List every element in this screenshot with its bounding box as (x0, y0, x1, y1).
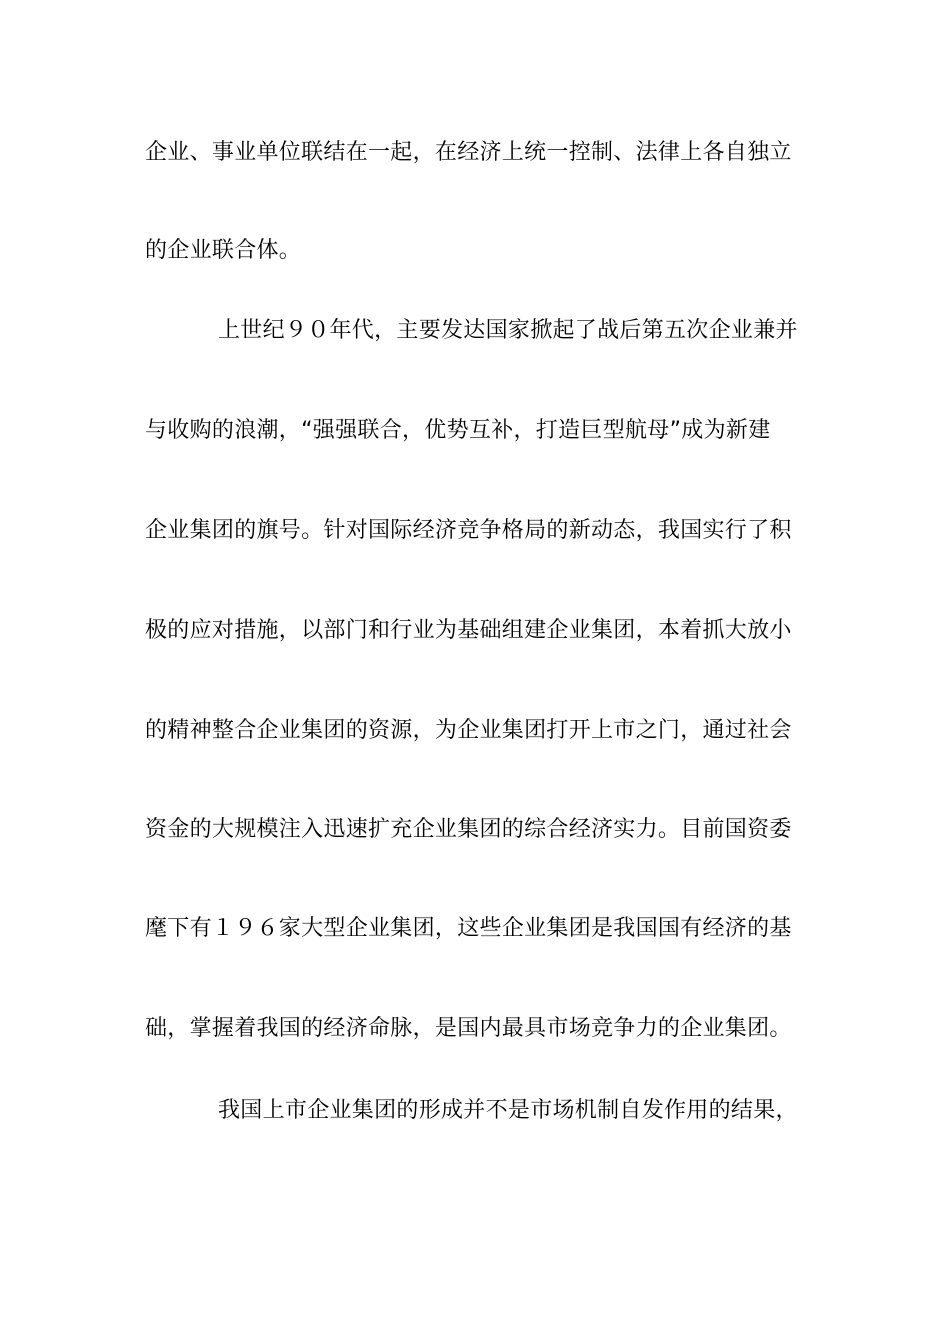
text-line-6: 极的应对措施，以部门和行业为基础组建企业集团，本着抓大放小 (145, 618, 792, 643)
text-line-2: 的企业联合体。 (145, 238, 302, 263)
text-line-10: 础，掌握着我国的经济命脉，是国内最具市场竞争力的企业集团。 (145, 1016, 792, 1041)
paragraph-start-line-3: 上世纪９０年代，主要发达国家掀起了战后第五次企业兼并 (218, 318, 798, 343)
text-line-1: 企业、事业单位联结在一起，在经济上统一控制、法律上各自独立 (145, 140, 792, 165)
text-line-9: 麾下有１９６家大型企业集团，这些企业集团是我国国有经济的基 (145, 916, 792, 941)
text-line-8: 资金的大规模注入迅速扩充企业集团的综合经济实力。目前国资委 (145, 817, 792, 842)
text-line-4: 与收购的浪潮，“强强联合，优势互补，打造巨型航母”成为新建 (145, 418, 771, 443)
text-line-5: 企业集团的旗号。针对国际经济竞争格局的新动态，我国实行了积 (145, 518, 792, 543)
paragraph-start-line-11: 我国上市企业集团的形成并不是市场机制自发作用的结果， (218, 1098, 798, 1123)
text-line-7: 的精神整合企业集团的资源，为企业集团打开上市之门，通过社会 (145, 718, 792, 743)
